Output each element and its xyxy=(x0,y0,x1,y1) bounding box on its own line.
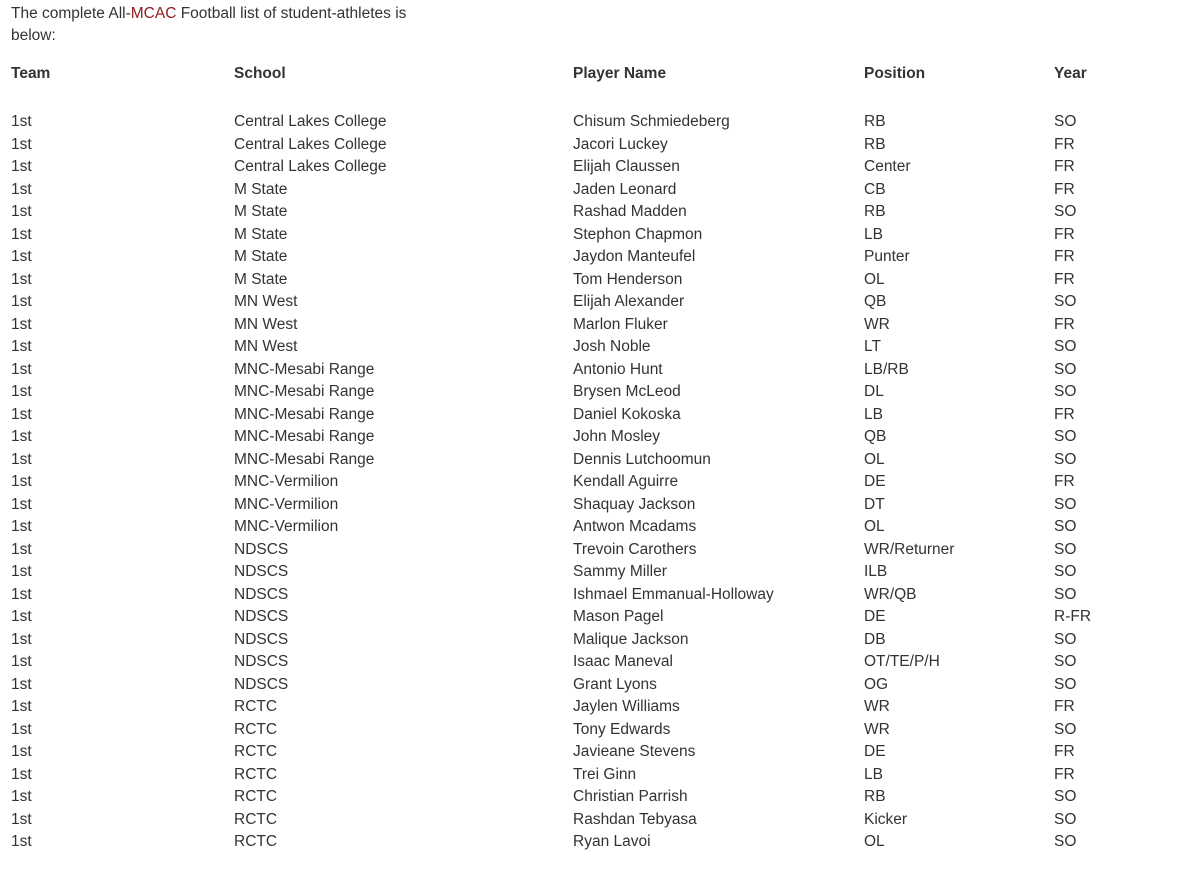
cell-position: WR xyxy=(864,315,890,333)
table-row xyxy=(11,224,1171,247)
cell-team: 1st xyxy=(11,428,32,445)
cell-year: FR xyxy=(1054,158,1075,175)
cell-position: Center xyxy=(864,158,911,175)
table-row xyxy=(11,561,1171,584)
cell-year: FR xyxy=(1054,135,1075,153)
cell-player-name: Ryan Lavoi xyxy=(573,833,651,850)
table-row xyxy=(11,674,1171,697)
cell-team: 1st xyxy=(11,450,32,468)
cell-year: SO xyxy=(1054,518,1077,535)
cell-position: CB xyxy=(864,180,886,198)
cell-school: RCTC xyxy=(234,765,278,783)
cell-team: 1st xyxy=(11,158,32,175)
cell-school: MNC-Mesabi Range xyxy=(234,360,375,378)
cell-school: NDSCS xyxy=(234,630,289,648)
cell-team: 1st xyxy=(11,360,32,378)
cell-team: 1st xyxy=(11,585,32,603)
cell-school: Central Lakes College xyxy=(234,113,387,130)
cell-position: WR/QB xyxy=(864,585,917,603)
cell-player-name: Rashad Madden xyxy=(573,203,687,220)
cell-year: FR xyxy=(1054,248,1075,265)
cell-player-name: Stephon Chapmon xyxy=(573,225,703,243)
cell-year: SO xyxy=(1054,428,1077,445)
cell-school: RCTC xyxy=(234,788,278,805)
cell-player-name: Antwon Mcadams xyxy=(573,518,697,535)
cell-year: FR xyxy=(1054,405,1075,423)
cell-team: 1st xyxy=(11,270,32,288)
cell-team: 1st xyxy=(11,338,32,355)
cell-position: OL xyxy=(864,270,885,288)
all-mcac-roster-table xyxy=(11,63,1171,854)
cell-team: 1st xyxy=(11,135,32,153)
cell-school: NDSCS xyxy=(234,563,289,580)
cell-year: SO xyxy=(1054,585,1077,603)
cell-position: QB xyxy=(864,293,887,310)
table-row xyxy=(11,269,1171,292)
cell-player-name: Jaylen Williams xyxy=(573,698,680,715)
cell-player-name: Jacori Luckey xyxy=(573,135,668,153)
cell-team: 1st xyxy=(11,563,32,580)
cell-team: 1st xyxy=(11,518,32,535)
cell-year: FR xyxy=(1054,473,1075,490)
cell-position: LB xyxy=(864,405,883,423)
table-row xyxy=(11,786,1171,809)
table-row xyxy=(11,246,1171,269)
cell-position: RB xyxy=(864,135,886,153)
table-row xyxy=(11,606,1171,629)
cell-team: 1st xyxy=(11,405,32,423)
table-row xyxy=(11,381,1171,404)
cell-team: 1st xyxy=(11,630,32,648)
cell-player-name: Antonio Hunt xyxy=(573,360,663,378)
cell-school: MNC-Vermilion xyxy=(234,518,339,535)
cell-player-name: Grant Lyons xyxy=(573,675,657,693)
cell-school: NDSCS xyxy=(234,653,289,670)
cell-player-name: Christian Parrish xyxy=(573,788,688,805)
cell-school: M State xyxy=(234,270,288,288)
table-header-row xyxy=(11,63,1171,85)
cell-team: 1st xyxy=(11,113,32,130)
cell-position: RB xyxy=(864,113,886,130)
cell-year: SO xyxy=(1054,360,1077,378)
table-row xyxy=(11,471,1171,494)
cell-player-name: Kendall Aguirre xyxy=(573,473,679,490)
cell-school: MN West xyxy=(234,338,298,355)
cell-position: WR xyxy=(864,698,890,715)
table-row xyxy=(11,516,1171,539)
cell-year: SO xyxy=(1054,833,1077,850)
cell-school: NDSCS xyxy=(234,540,289,558)
table-row xyxy=(11,156,1171,179)
header-school: School xyxy=(234,65,286,82)
cell-year: SO xyxy=(1054,675,1077,693)
cell-year: SO xyxy=(1054,113,1077,130)
cell-school: NDSCS xyxy=(234,608,289,625)
cell-school: RCTC xyxy=(234,698,278,715)
cell-position: DB xyxy=(864,630,886,648)
table-row xyxy=(11,629,1171,652)
cell-player-name: Elijah Alexander xyxy=(573,293,685,310)
cell-position: OT/TE/P/H xyxy=(864,653,940,670)
cell-player-name: Chisum Schmiedeberg xyxy=(573,113,730,130)
cell-school: RCTC xyxy=(234,743,278,760)
cell-position: LT xyxy=(864,338,881,355)
cell-year: FR xyxy=(1054,315,1075,333)
table-row xyxy=(11,494,1171,517)
cell-team: 1st xyxy=(11,698,32,715)
cell-school: RCTC xyxy=(234,720,278,738)
table-row xyxy=(11,719,1171,742)
table-row xyxy=(11,359,1171,382)
table-row xyxy=(11,134,1171,157)
cell-position: Kicker xyxy=(864,810,908,828)
cell-player-name: Sammy Miller xyxy=(573,563,667,580)
cell-school: M State xyxy=(234,225,288,243)
cell-school: M State xyxy=(234,180,288,198)
cell-team: 1st xyxy=(11,540,32,558)
cell-year: SO xyxy=(1054,338,1077,355)
cell-team: 1st xyxy=(11,675,32,693)
cell-player-name: Brysen McLeod xyxy=(573,383,681,400)
table-row xyxy=(11,696,1171,719)
cell-year: FR xyxy=(1054,270,1075,288)
cell-school: MNC-Vermilion xyxy=(234,495,339,513)
cell-school: MNC-Mesabi Range xyxy=(234,383,375,400)
cell-position: DE xyxy=(864,743,886,760)
cell-team: 1st xyxy=(11,248,32,265)
cell-year: FR xyxy=(1054,765,1075,783)
cell-year: SO xyxy=(1054,450,1077,468)
table-row xyxy=(11,111,1171,134)
cell-player-name: Marlon Fluker xyxy=(573,315,668,333)
cell-team: 1st xyxy=(11,180,32,198)
cell-position: OL xyxy=(864,518,885,535)
cell-year: FR xyxy=(1054,180,1075,198)
cell-player-name: Jaden Leonard xyxy=(573,180,677,198)
cell-year: R-FR xyxy=(1054,608,1092,625)
cell-school: MNC-Vermilion xyxy=(234,473,339,490)
cell-position: OL xyxy=(864,450,885,468)
cell-position: DL xyxy=(864,383,884,400)
cell-year: FR xyxy=(1054,743,1075,760)
cell-school: MN West xyxy=(234,315,298,333)
table-row xyxy=(11,809,1171,832)
cell-year: SO xyxy=(1054,788,1077,805)
cell-team: 1st xyxy=(11,833,32,850)
cell-team: 1st xyxy=(11,720,32,738)
intro-prefix: The complete All- xyxy=(11,5,131,22)
cell-school: Central Lakes College xyxy=(234,158,387,175)
cell-position: LB xyxy=(864,225,883,243)
cell-school: Central Lakes College xyxy=(234,135,387,153)
cell-player-name: Dennis Lutchoomun xyxy=(573,450,711,468)
cell-position: DE xyxy=(864,473,886,490)
cell-year: SO xyxy=(1054,383,1077,400)
cell-player-name: Elijah Claussen xyxy=(573,158,680,175)
cell-position: WR/Returner xyxy=(864,540,955,558)
table-row xyxy=(11,651,1171,674)
cell-year: SO xyxy=(1054,563,1077,580)
cell-position: Punter xyxy=(864,248,910,265)
cell-player-name: Javieane Stevens xyxy=(573,743,696,760)
cell-school: NDSCS xyxy=(234,585,289,603)
cell-player-name: Josh Noble xyxy=(573,338,651,355)
cell-position: LB xyxy=(864,765,883,783)
cell-player-name: Mason Pagel xyxy=(573,608,664,625)
cell-player-name: Isaac Maneval xyxy=(573,653,673,670)
cell-team: 1st xyxy=(11,495,32,513)
cell-school: MN West xyxy=(234,293,298,310)
cell-position: OG xyxy=(864,675,889,693)
table-row xyxy=(11,404,1171,427)
table-row xyxy=(11,426,1171,449)
cell-player-name: Malique Jackson xyxy=(573,630,689,648)
cell-team: 1st xyxy=(11,810,32,828)
cell-player-name: Trei Ginn xyxy=(573,765,637,783)
cell-position: WR xyxy=(864,720,890,738)
cell-team: 1st xyxy=(11,315,32,333)
intro-text xyxy=(11,3,431,47)
cell-school: NDSCS xyxy=(234,675,289,693)
cell-school: MNC-Mesabi Range xyxy=(234,450,375,468)
cell-position: LB/RB xyxy=(864,360,909,378)
cell-player-name: Rashdan Tebyasa xyxy=(573,810,697,828)
cell-year: SO xyxy=(1054,293,1077,310)
table-row xyxy=(11,201,1171,224)
table-body xyxy=(11,111,1171,854)
cell-team: 1st xyxy=(11,743,32,760)
cell-school: RCTC xyxy=(234,833,278,850)
table-row xyxy=(11,449,1171,472)
cell-year: SO xyxy=(1054,720,1077,738)
cell-position: DE xyxy=(864,608,886,625)
cell-team: 1st xyxy=(11,608,32,625)
cell-school: MNC-Mesabi Range xyxy=(234,405,375,423)
cell-team: 1st xyxy=(11,765,32,783)
cell-school: RCTC xyxy=(234,810,278,828)
cell-team: 1st xyxy=(11,473,32,490)
cell-year: FR xyxy=(1054,225,1075,243)
cell-player-name: Jaydon Manteufel xyxy=(573,248,696,265)
cell-player-name: Trevoin Carothers xyxy=(573,540,697,558)
cell-year: SO xyxy=(1054,495,1077,513)
cell-player-name: John Mosley xyxy=(573,428,661,445)
header-team: Team xyxy=(11,65,51,82)
intro-suffix: Football list of student-athletes is below: xyxy=(11,5,407,44)
cell-team: 1st xyxy=(11,383,32,400)
cell-player-name: Shaquay Jackson xyxy=(573,495,696,513)
cell-school: M State xyxy=(234,203,288,220)
cell-team: 1st xyxy=(11,203,32,220)
mcac-acronym: MCAC xyxy=(130,5,177,22)
table-row xyxy=(11,831,1171,854)
cell-year: SO xyxy=(1054,203,1077,220)
header-position: Position xyxy=(864,65,926,82)
cell-player-name: Ishmael Emmanual-Holloway xyxy=(573,585,774,603)
table-row xyxy=(11,764,1171,787)
cell-player-name: Tom Henderson xyxy=(573,270,683,288)
table-row xyxy=(11,584,1171,607)
cell-position: DT xyxy=(864,495,885,513)
cell-team: 1st xyxy=(11,788,32,805)
cell-school: MNC-Mesabi Range xyxy=(234,428,375,445)
cell-position: OL xyxy=(864,833,885,850)
cell-position: ILB xyxy=(864,563,888,580)
table-row xyxy=(11,314,1171,337)
cell-player-name: Daniel Kokoska xyxy=(573,405,681,423)
cell-position: QB xyxy=(864,428,887,445)
cell-year: SO xyxy=(1054,810,1077,828)
cell-year: FR xyxy=(1054,698,1075,715)
cell-year: SO xyxy=(1054,540,1077,558)
header-player-name: Player Name xyxy=(573,65,667,82)
table-row xyxy=(11,179,1171,202)
cell-team: 1st xyxy=(11,653,32,670)
table-row xyxy=(11,539,1171,562)
table-row xyxy=(11,336,1171,359)
cell-team: 1st xyxy=(11,293,32,310)
cell-position: RB xyxy=(864,203,886,220)
table-row xyxy=(11,741,1171,764)
cell-team: 1st xyxy=(11,225,32,243)
header-year: Year xyxy=(1054,65,1087,82)
cell-year: SO xyxy=(1054,630,1077,648)
cell-position: RB xyxy=(864,788,886,805)
table-row xyxy=(11,291,1171,314)
cell-school: M State xyxy=(234,248,288,265)
cell-year: SO xyxy=(1054,653,1077,670)
cell-player-name: Tony Edwards xyxy=(573,720,671,738)
